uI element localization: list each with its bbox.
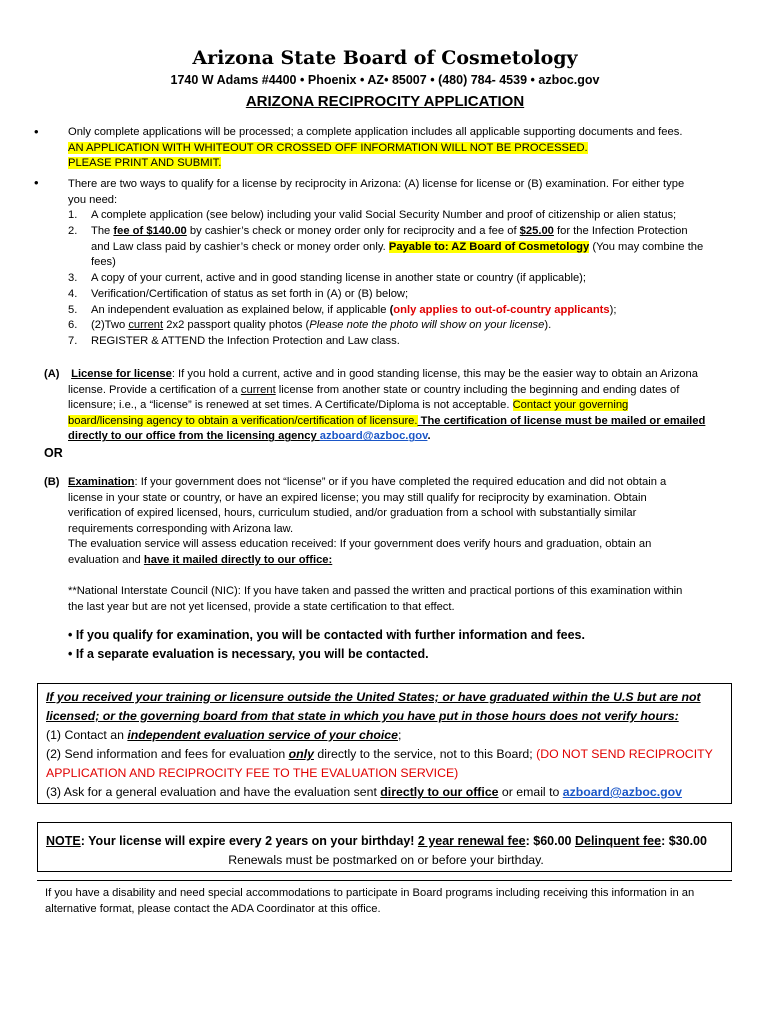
req-7: REGISTER & ATTEND the Infection Protection and Law class. <box>91 335 400 347</box>
address-sep: • <box>530 73 535 87</box>
section-b-heading: Examination <box>68 476 135 488</box>
req-num-4: 4. <box>68 288 78 300</box>
req-1: A complete application (see below) including your valid Social Security Number and proof of citizenship or alien status; <box>91 209 677 221</box>
req-num-6: 6. <box>68 319 78 331</box>
req-5: An independent evaluation as explained below, if applicable (only applies to out-of-country applicants); <box>91 304 617 316</box>
req-num-1: 1. <box>68 209 78 221</box>
application-title: ARIZONA RECIPROCITY APPLICATION <box>245 93 525 110</box>
foreign-training-box: If you received your training or licensure outside the United States; or have graduated within the U.S but are not licensed; or the governing board from that state in which you have put in those hours does not verify hours: (1) Contact an independent evaluation service of your choice; (2) Send information and fees for evaluation only directly to the service, not to this Board; (DO NOT SEND RECIPROCITY APPLICATION AND RECIPROCITY FEE TO THE EVALUATION SERVICE) (3) Ask for a general evaluation and have the evaluation sent directly to our office or email to azboard@azboc.gov <box>37 683 732 804</box>
intro1-text: Only complete applications will be processed; a complete application includes all applicable supporting documents and fees. <box>68 126 683 138</box>
bullet-dot: • <box>34 175 39 190</box>
nic-note: **National Interstate Council (NIC): If you have taken and passed the written and practical portions of this examination within the last year but are not yet licensed, provide a state certification to that effect. <box>68 585 683 613</box>
section-b-label: (B) <box>44 476 60 488</box>
notice-evaluation: • If a separate evaluation is necessary, you will be contacted. <box>68 647 429 661</box>
req-2: The fee of $140.00 by cashier’s check or money order only for reciprocity and a fee of $25.00 for the Infection Protection and Law class paid by cashier’s check or money order only. Payable to: AZ Board of Cosmetology (You may combine the fees) <box>91 225 704 269</box>
intro-bullet-1 <box>68 125 728 172</box>
section-a-heading: License for license <box>71 368 172 380</box>
out-of-country-note: only applies to out-of-country applicants <box>393 304 610 316</box>
req-num-7: 7. <box>68 335 78 347</box>
req-num-5: 5. <box>68 304 78 316</box>
req-6: (2)Two current 2x2 passport quality photos (Please note the photo will show on your license). <box>91 319 552 331</box>
intro2-line1: There are two ways to qualify for a license by reciprocity in Arizona: (A) license for license or (B) examination. For either type <box>68 178 685 190</box>
req-4: Verification/Certification of status as set forth in (A) or (B) below; <box>91 288 409 300</box>
address-zip: 85007 <box>391 73 427 87</box>
renewal-note-box: NOTE: Your license will expire every 2 years on your birthday! 2 year renewal fee: $60.00 Delinquent fee: $30.00 Renewals must be postmarked on or before your birthday. <box>37 822 732 872</box>
req-num-3: 3. <box>68 272 78 284</box>
fee-25: $25.00 <box>519 225 554 237</box>
payable-to: Payable to: AZ Board of Cosmetology <box>388 240 590 253</box>
req-num-2: 2. <box>68 225 78 237</box>
address-state: AZ <box>367 73 385 87</box>
whiteout-warning: AN APPLICATION WITH WHITEOUT OR CROSSED OFF INFORMATION WILL NOT BE PROCESSED. <box>68 141 588 154</box>
address-sep: • <box>430 73 435 87</box>
fee-140: fee of $140.00 <box>113 225 187 237</box>
board-email-link[interactable]: azboard@azboc.gov <box>319 430 428 443</box>
address-city: Phoenix <box>307 73 357 87</box>
intro-bullet-2 <box>68 177 728 208</box>
address-phone: (480) 784- 4539 <box>438 73 528 87</box>
section-a-label: (A) <box>44 368 60 380</box>
notice-examination: • If you qualify for examination, you will be contacted with further information and fees. <box>68 628 585 642</box>
address-sep: • <box>359 73 365 87</box>
address-sep: • <box>300 73 305 87</box>
or-divider: OR <box>44 446 63 460</box>
evaluation-email-link[interactable]: azboard@azboc.gov <box>562 785 683 799</box>
address-street: 1740 W Adams #4400 <box>170 73 297 87</box>
intro2-line2: you need: <box>68 193 118 206</box>
address-sep: • <box>384 73 389 87</box>
bullet-dot: • <box>34 124 39 139</box>
section-b: Examination: If your government does not “license” or if you have completed the required education and did not obtain a license in your state or country, or have an expired license; you may still qualify for reciprocity by examination. Obtain verification of expired licensed, hours, curriculum studied, and/or graduation from a school with substantially similar requirements corresponding with Arizona law. The evaluation service will assess education received: If your government does verify hours and graduation, obtain an evaluation and have it mailed directly to our office: <box>68 476 667 566</box>
board-title: Arizona State Board of Cosmetology <box>192 47 578 69</box>
print-submit-warning: PLEASE PRINT AND SUBMIT. <box>68 157 222 170</box>
ada-notice: If you have a disability and need special accommodations to participate in Board programs including receiving this information in an alternative format, please contact the ADA Coordinator at this office. <box>37 880 732 920</box>
section-a: License for license: If you hold a current, active and in good standing license, this may be the easier way to obtain an Arizona license. Provide a certification of a current license from another state or country including the beginning and ending dates of licensure; i.e., a “license” is renewed at set times. A Certificate/Diploma is not acceptable. Contact your governing board/licensing agency to obtain a verification/certification of licensure. The certification of license must be mailed or emailed directly to our office from the licensing agency azboard@azboc.gov. <box>68 368 706 443</box>
req-3: A copy of your current, active and in good standing license in another state or country (if applicable); <box>91 272 587 284</box>
board-address <box>0 71 770 89</box>
address-website: azboc.gov <box>538 73 600 87</box>
